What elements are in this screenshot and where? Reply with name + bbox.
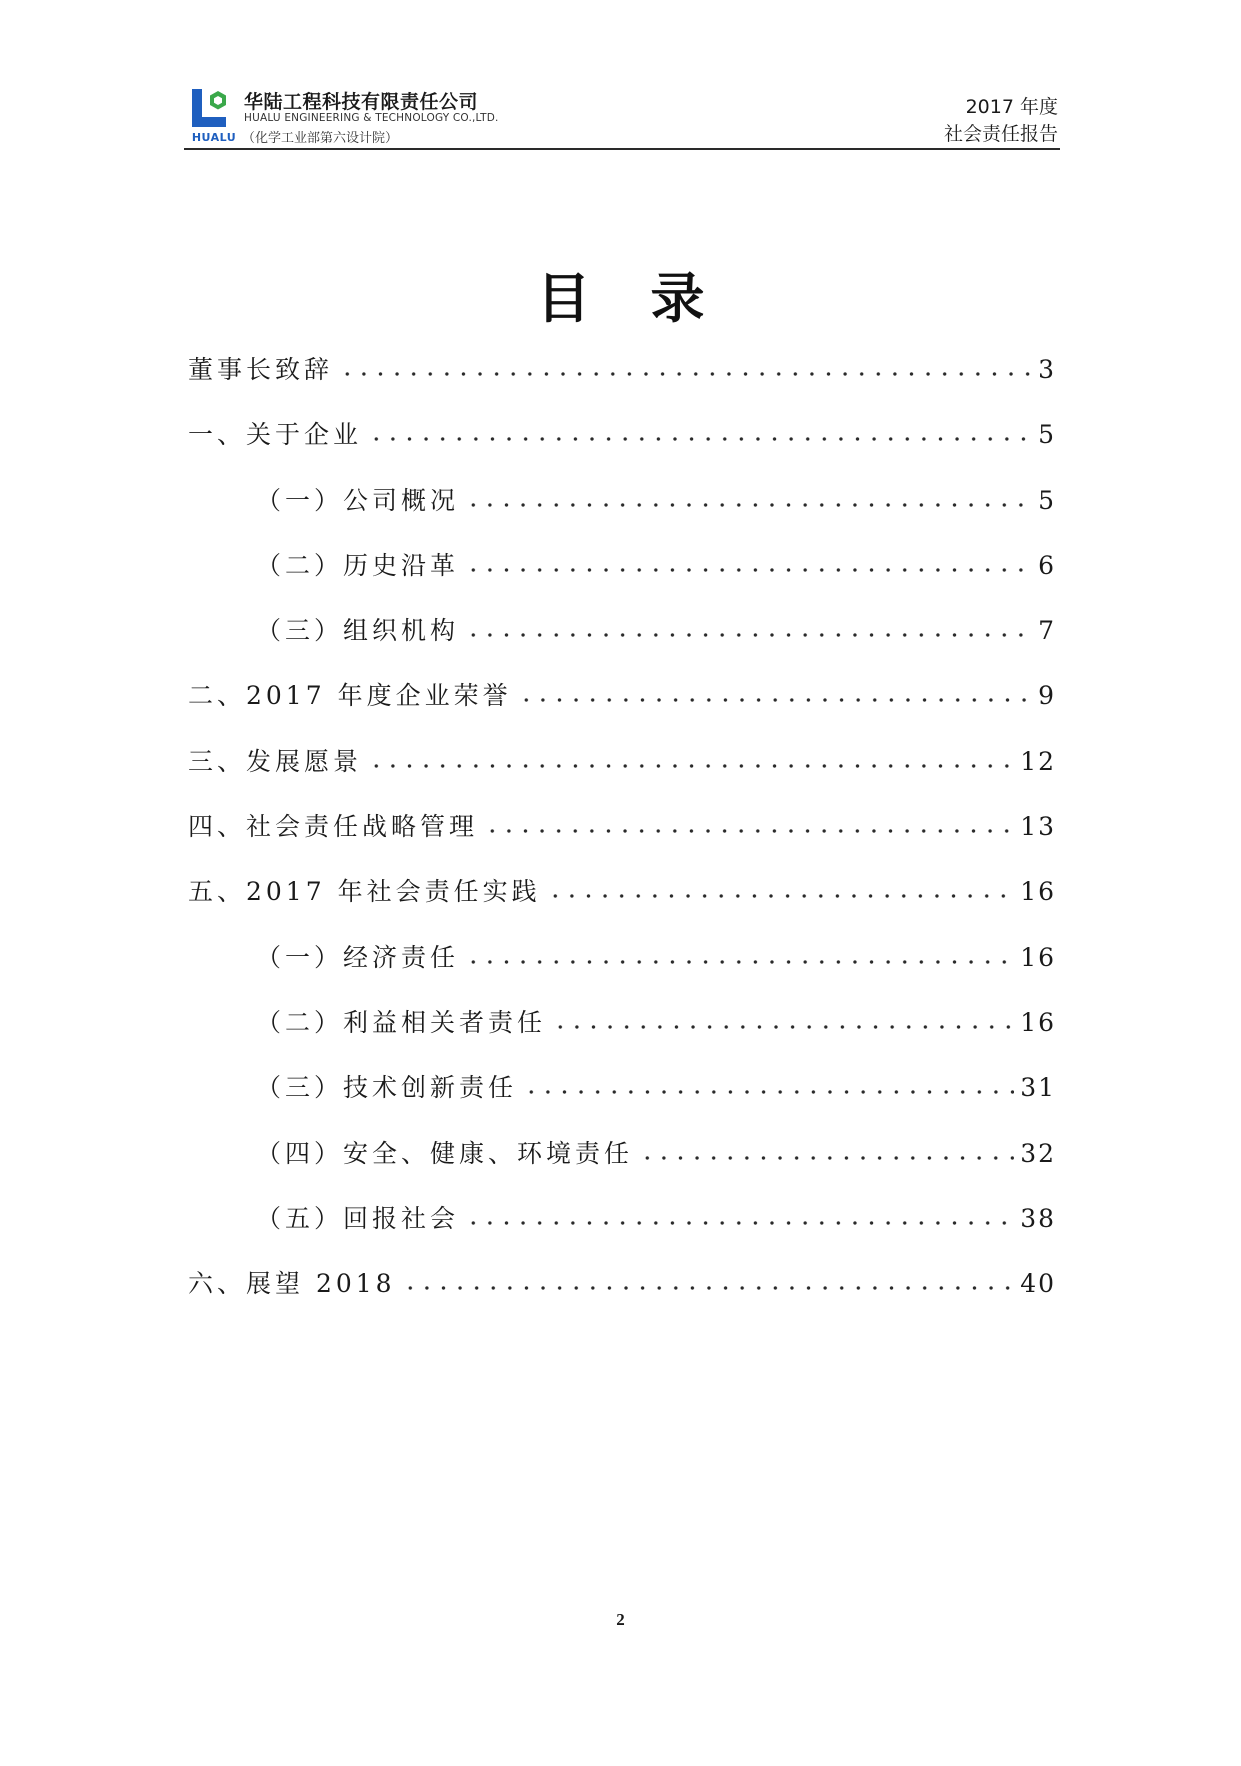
company-name-cn: 华陆工程科技有限责任公司 [244,91,479,113]
toc-entry-history[interactable] [188,551,1056,616]
toc-dot-leader [484,812,1014,834]
toc-dot-leader [552,1008,1014,1030]
report-year: 2017 年度 [965,96,1058,118]
toc-entry-page: 13 [1020,812,1056,842]
toc-entry-organization[interactable] [188,616,1056,681]
toc-entry-page: 3 [1038,355,1056,384]
toc-entry-page: 16 [1020,1007,1056,1037]
toc-list [188,355,1056,1334]
toc-entry-label: 一、关于企业 [188,420,363,450]
toc-entry-label: （三）技术创新责任 [256,1073,518,1103]
toc-title: 目录 [536,267,765,330]
toc-entry-company-overview[interactable] [188,486,1056,551]
toc-dot-leader [402,1269,1015,1291]
toc-entry-give-back[interactable] [188,1204,1056,1269]
toc-entry-label: （二）历史沿革 [256,550,460,580]
toc-entry-csr-strategy[interactable] [188,812,1056,877]
toc-dot-leader [639,1139,1014,1161]
toc-entry-page: 38 [1020,1203,1056,1233]
report-title: 社会责任报告 [943,123,1058,145]
logo-wordmark: HUALU [191,131,237,144]
toc-entry-label: （一）公司概况 [256,485,460,515]
toc-dot-leader [465,551,1032,573]
toc-entry-page: 9 [1038,681,1056,711]
toc-entry-hse[interactable] [188,1139,1056,1204]
toc-entry-page: 40 [1020,1269,1056,1299]
toc-entry-label: （四）安全、健康、环境责任 [256,1138,634,1168]
toc-entry-page: 5 [1038,420,1056,450]
toc-entry-honors[interactable] [188,681,1056,746]
toc-entry-label: （三）组织机构 [256,616,460,646]
toc-entry-outlook[interactable] [188,1269,1056,1334]
toc-dot-leader [465,1204,1014,1226]
toc-entry-stakeholders[interactable] [188,1008,1056,1073]
toc-dot-leader [465,486,1032,508]
page-number: 2 [616,1610,625,1629]
toc-entry-page: 32 [1020,1138,1056,1168]
toc-entry-chairman-speech[interactable] [188,355,1056,420]
toc-entry-page: 31 [1020,1073,1056,1103]
toc-entry-label: （一）经济责任 [256,942,460,972]
page-header [184,82,1060,150]
hualu-logo [188,87,237,144]
toc-dot-leader [368,420,1032,442]
toc-dot-leader [523,1073,1014,1095]
toc-dot-leader [339,355,1032,377]
toc-entry-page: 12 [1020,746,1056,776]
toc-entry-vision[interactable] [188,747,1056,812]
toc-dot-leader [518,681,1033,703]
company-name-en: HUALU ENGINEERING & TECHNOLOGY CO.,LTD. [244,112,499,124]
toc-entry-page: 16 [1020,942,1056,972]
toc-dot-leader [368,747,1014,769]
toc-entry-label: 董事长致辞 [188,355,334,384]
toc-entry-label: （二）利益相关者责任 [256,1007,547,1037]
toc-entry-page: 5 [1038,485,1056,515]
company-former-name: （化学工业部第六设计院） [242,131,399,146]
toc-entry-page: 7 [1038,616,1056,646]
toc-dot-leader [465,943,1014,965]
toc-entry-label: 二、2017 年度企业荣誉 [188,681,512,711]
toc-entry-page: 16 [1020,877,1056,907]
toc-dot-leader [547,877,1015,899]
toc-entry-economic[interactable] [188,943,1056,1008]
toc-entry-page: 6 [1038,550,1056,580]
toc-entry-about-company[interactable] [188,420,1056,485]
toc-entry-csr-practice[interactable] [188,877,1056,942]
toc-entry-label: 五、2017 年社会责任实践 [188,877,541,907]
toc-dot-leader [465,616,1032,638]
toc-entry-innovation[interactable] [188,1073,1056,1138]
toc-entry-label: （五）回报社会 [256,1203,460,1233]
hualu-logo-icon [188,87,233,131]
toc-entry-label: 四、社会责任战略管理 [188,812,479,842]
toc-entry-label: 六、展望 2018 [188,1269,396,1299]
toc-entry-label: 三、发展愿景 [188,746,363,776]
